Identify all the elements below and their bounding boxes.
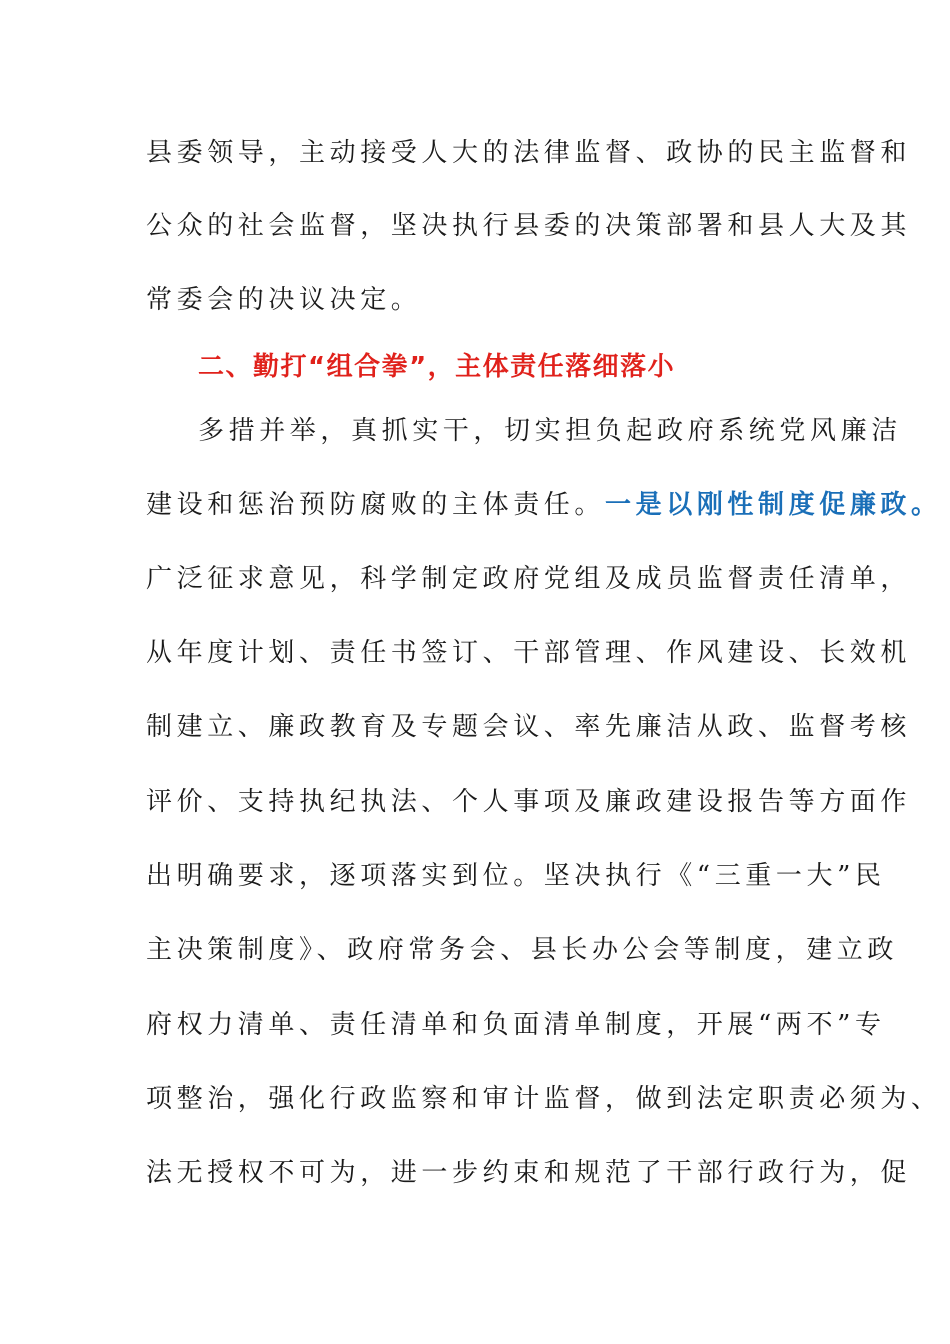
paragraph2-line-4: 从年度计划、责任书签订、干部管理、作风建设、长效机 bbox=[146, 638, 912, 668]
paragraph2-line-2-text: 建设和惩治预防腐败的主体责任。 bbox=[146, 490, 606, 520]
paragraph1-line-3: 常委会的决议决定。 bbox=[146, 285, 422, 315]
paragraph2-line-6: 评价、支持执纪执法、个人事项及廉政建设报告等方面作 bbox=[146, 787, 912, 817]
paragraph2-line-9: 府权力清单、责任清单和负面清单制度，开展“两不”专 bbox=[146, 1010, 886, 1040]
highlight-phrase: 一是以刚性制度促廉政。 bbox=[605, 490, 942, 520]
paragraph2-line-2 bbox=[146, 488, 942, 522]
paragraph2-line-11: 法无授权不可为，进一步约束和规范了干部行政行为，促 bbox=[146, 1158, 912, 1188]
paragraph2-line-8: 主决策制度》、政府常务会、县长办公会等制度，建立政 bbox=[146, 935, 899, 965]
section-heading: 二、勤打“组合拳”，主体责任落细落小 bbox=[198, 352, 676, 382]
paragraph2-line-7: 出明确要求，逐项落实到位。坚决执行《“三重一大”民 bbox=[146, 861, 886, 891]
paragraph2-line-1: 多措并举，真抓实干，切实担负起政府系统党风廉洁 bbox=[198, 416, 902, 446]
paragraph2-line-3: 广泛征求意见，科学制定政府党组及成员监督责任清单， bbox=[146, 564, 912, 594]
paragraph1-line-2: 公众的社会监督，坚决执行县委的决策部署和县人大及其 bbox=[146, 211, 912, 241]
paragraph2-line-10: 项整治，强化行政监察和审计监督，做到法定职责必须为、 bbox=[146, 1084, 942, 1114]
paragraph2-line-5: 制建立、廉政教育及专题会议、率先廉洁从政、监督考核 bbox=[146, 712, 912, 742]
paragraph1-line-1: 县委领导，主动接受人大的法律监督、政协的民主监督和 bbox=[146, 138, 912, 168]
